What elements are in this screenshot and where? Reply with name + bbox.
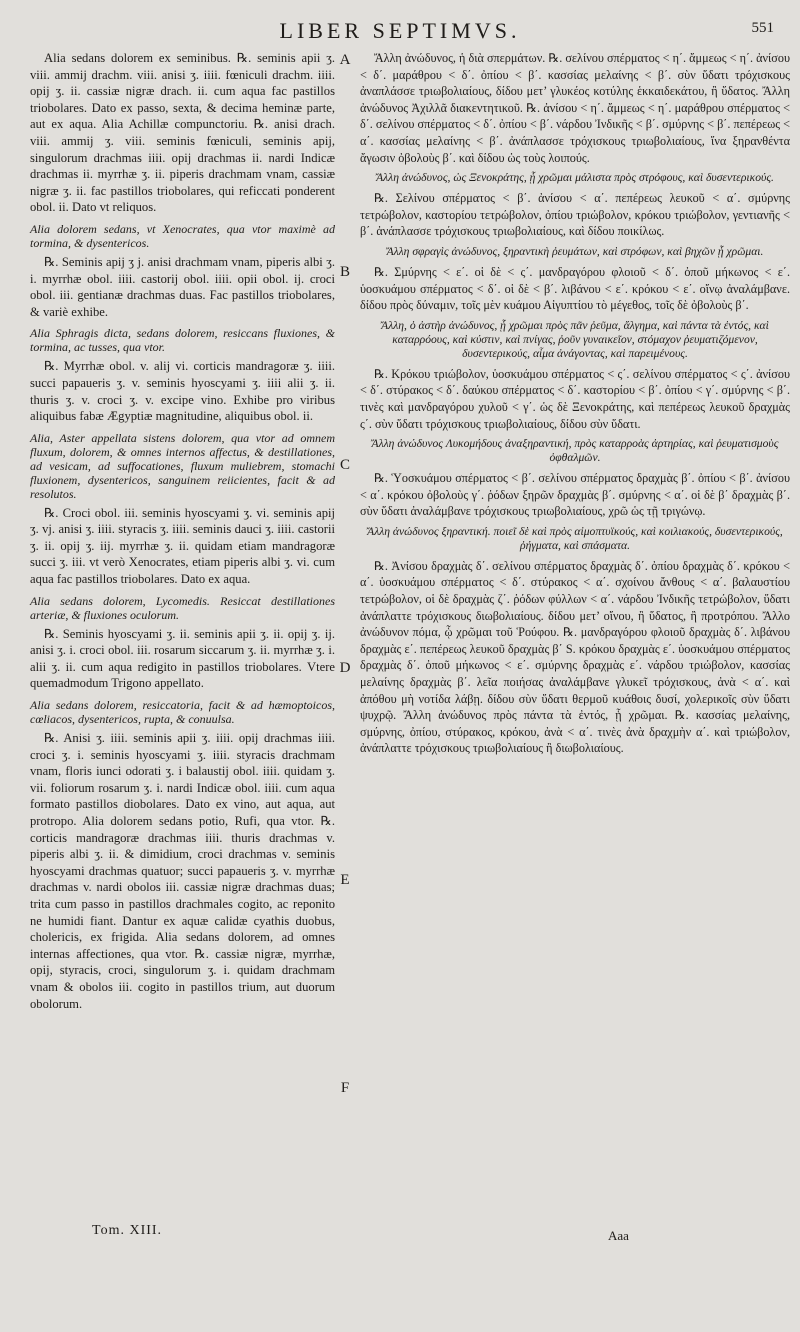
recipe-heading: Alia sedans dolorem, resiccatoria, facit & ad hæmoptoicos, cœliacos, dysentericos, rupta, & conuulsa. (30, 698, 335, 727)
margin-letter-a: A (339, 52, 351, 68)
recipe-paragraph: ℞. Σμύρνης < ε΄. οἱ δὲ < ς΄. μανδραγόρου φλοιοῦ < δ΄. ὀποῦ μήκωνος < ε΄. ὑοσκυάμου σπέρματος < δ΄. οἱ δὲ < β΄. λιβάνου < ε΄. κρόκου < ε΄. οἴνῳ ἀναλάμβανε. δίδου πρὸς δύναμιν, τοῖς μὲν κυάμου Αἰγυπτίου τὸ μέγεθος, τοῖς δὲ ὀβολοὺς β΄. (360, 264, 790, 313)
recipe-paragraph: ℞. Anisi ʒ. iiii. seminis apii ʒ. iiii. opij drachmas iiii. croci ʒ. i. seminis hyoscyami ʒ. iiii. styracis drachmam vnam, floris iunci odorati ʒ. i balaustij obol. iiii. quidam ʒ. vii. foliorum rosarum ʒ. i. nardi Indicæ obol. iiii. cum aqua formato pastillos diobolares. Dato ex vino, aut aqua, aut protropo. Alia dolorem sedans potio, Rufi, qua vtor. ℞. corticis mandragoræ drachmas iiii. thuris drachmas v. piperis albi ʒ. ii. & dimidium, croci drachmas v. seminis hyoscyami drachmas quatuor; succi papaueris ʒ. v. myrrhæ drachmas v. nardi obolos iii. cassiæ nigræ drachmas duas; trita cum passo in pastillos drachmales cogito, ac reponito ne humidi fiant. Dantur ex aquæ calidæ cyathis duobus, cholericis, ex frigida. Alia sedans dolorem, ad omnes internas affectiones, qua vtor. ℞. cassiæ nigræ, myrrhæ, opij, styracis, croci, singulorum ʒ. i. quidam drachmam vnam & obolos iii. cogito in pastillos trium, aut duorum obolorum. (30, 731, 335, 1011)
recipe-heading: Alia, Aster appellata sistens dolorem, qua vtor ad omnem fluxum, dolorem, & omnes internos affectus, & destillationes, ad vesicam, ad suffocationes, fluxum muliebrem, stomachi fluxionem, dysentericos, sanguinem reiicientes, facit & ad resolutos. (30, 430, 335, 501)
recipe-heading: Alia dolorem sedans, vt Xenocrates, qua vtor maximè ad tormina, & dysentericos. (30, 221, 335, 250)
recipe-heading: Alia sedans dolorem, Lycomedis. Resiccat destillationes arteriæ, & fluxiones oculorum. (30, 593, 335, 622)
margin-letter-e: E (340, 872, 350, 888)
margin-letter-c: C (339, 457, 350, 473)
recipe-paragraph: ℞. Seminis hyoscyami ʒ. ii. seminis apii ʒ. ii. opij ʒ. ij. anisi ʒ. i. croci obol. iii. rosarum siccarum ʒ. ii. myrrhæ ʒ. i. alii ʒ. ii. cum aqua redigito in pastillos triobolares. Vtere quemadmodum Trigono appellato. (30, 626, 335, 691)
margin-letter-b: B (339, 264, 350, 280)
margin-letter-d: D (339, 660, 351, 676)
recipe-heading: Ἄλλη ἀνώδυνος, ὡς Ξενοκράτης, ᾗ χρῶμαι μάλιστα πρὸς στρόφους, καὶ δυσεντερικούς. (376, 171, 774, 185)
greek-column (360, 50, 790, 761)
margin-letter-f: F (340, 1080, 350, 1096)
recipe-paragraph: ℞. Ἀνίσου δραχμὰς δ΄. σελίνου σπέρματος δραχμὰς δ΄. ὀπίου δραχμὰς δ΄. κρόκου < α΄. ὑοσκυάμου σπέρματος < δ΄. στύρακος < α΄. σχοίνου ἄνθους < α΄. βαλαυστίου τετρώβολον, οἱ δὲ δραχμὰς ζ΄. ῥόδων φύλλων < α΄. νάρδου Ἰνδικῆς τετρώβολον, ὕδατι ἀνάπλαττε τρόχισκους διωβολιαίους. δίδου μετ’ οἴνου, ἢ ὕδατος, ἢ προτρόπου. Ἄλλο ἀνώδυνον πόμα, ᾧ χρῶμαι τοῦ Ῥούφου. ℞. μανδραγόρου φλοιοῦ δραχμὰς δ΄. λιβάνου δραχμὰς ε΄. πεπέρεως λευκοῦ δραχμὰς β΄ S. κρόκου δραχμὰς ε΄. ὑοσκυάμου σπέρματος δραχμὰς δ΄. ὀποῦ μήκωνος < ε΄. σμύρνης δραχμὰς ε΄. νάρδου τριώβολον, κασσίας μελαίνης δραχμὰς β΄. λεῖα ποιήσας ἀναλάμβανε γλυκεῖ τρόχισκους, ἀνὰ < α΄. καὶ ἀπόθου μὴ νοτίδα λάβῃ. δίδου σὺν ὕδατι θερμοῦ κυάθοις δυσί, χολερικοῖς σὺν ὕδατι ψυχρῷ. Ἄλλη ἀνώδυνος πρὸς πάντα τὰ ἐντός, ᾗ χρῶμαι. ℞. κασσίας μελαίνης, σμύρνης, ὀπίου, στύρακος, κρόκου, ἀνὰ < α΄. τινὲς ἀνὰ δραχμὴν α΄. καὶ τριώβολον, ἀνάπλαττε τρόχισκους τριωβολιαίους ἢ διωβολιαίους. (360, 558, 790, 756)
signature-mark: Aaa (608, 1228, 629, 1243)
recipe-paragraph: Ἄλλη ἀνώδυνος, ἡ διὰ σπερμάτων. ℞. σελίνου σπέρματος < η΄. ἄμμεως < η΄. ἀνίσου < δ΄. μαράθρου < δ΄. ὀπίου < β΄. κασσίας μελαίνης < β΄. σὺν ὕδατι τρόχισκους ἀναπλάσσε τριωβολιαίους, δίδου μετ’ γλυκέος κοτύλης ἑκκαιδεκάτου, ἢ ὕδατος. Ἄλλη ἀνώδυνος Ἀχιλλᾶ διακεντητικοῦ. ℞. ἀνίσου < η΄. ἄμμεως < η΄. μαράθρου σπέρματος < δ΄. σελίνου σπέρματος < δ΄. ὀπίου < β΄. νάρδου Ἰνδικῆς < β΄. σμύρνης < β΄. πεπέρεως < α΄. κασσίας μελαίνης < β΄. ἀνάπλασσε τρόχισκους τριωβολιαίους, ἵνα ξηρανθέντα ἄγωσιν ὀβολοὺς β΄. καὶ δίδου ὡς τοὺς λοιπούς. (360, 51, 790, 165)
recipe-paragraph: ℞. Ὑοσκυάμου σπέρματος < β΄. σελίνου σπέρματος δραχμὰς β΄. ὀπίου < β΄. ἀνίσου < α΄. κρόκου ὀβολοὺς γ΄. ῥόδων ξηρῶν δραχμὰς β΄. σμύρνης < α΄. οἱ δὲ β΄ δραχμὰς β΄. σὺν ὕδατι ἀναλάμβανε τρόχισκους τριωβολιαίους, χρῶ ὡς τῇ τριγώνῳ. (360, 471, 790, 519)
page-number: 551 (751, 20, 774, 36)
recipe-heading: Alia Sphragis dicta, sedans dolorem, resiccans fluxiones, & tormina, ac tusses, qua vtor. (30, 326, 335, 355)
recipe-paragraph: ℞. Seminis apij ʒ j. anisi drachmam vnam, piperis albi ʒ. i. myrrhæ obol. iiii. castorij obol. iiii. opii obol. ij. croci obol. iii. gentianæ drachmas duas. Fac pastillos triobolares, & variè exhibe. (30, 254, 335, 319)
recipe-paragraph: ℞. Σελίνου σπέρματος < β΄. ἀνίσου < α΄. πεπέρεως λευκοῦ < α΄. σμύρνης τετρώβολον, καστορίου τετρώβολον, ὀπίου τριώβολον, κρόκου τριώβολον, γεντιανῆς < β΄. ἀνάπλασσε τρόχισκους τριωβολιαίους, καὶ δίδου ποικίλως. (360, 191, 790, 239)
recipe-heading: Ἄλλη ἀνώδυνος ξηραντική. ποιεῖ δὲ καὶ πρὸς αἱμοπτυϊκούς, καὶ κοιλιακούς, δυσεντερικούς, ῥήγματα, καὶ σπάσματα. (367, 524, 783, 552)
tome-label: Tom. XIII. (92, 1223, 163, 1238)
recipe-paragraph: ℞. Croci obol. iii. seminis hyoscyami ʒ. vi. seminis apij ʒ. vj. anisi ʒ. iiii. styracis ʒ. iiii. seminis dauci ʒ. iiii. castorii ʒ. ii. opij ʒ. iij. myrrhæ ʒ. ii. quidam etiam mandragoræ succi ʒ. iii. vt verò Xenocrates, etiam piperis albi ʒ. vi. cum aqua fac pastillos triobolares. Dato ex aqua. (30, 505, 335, 587)
recipe-heading: Ἄλλη σφραγὶς ἀνώδυνος, ξηραντικὴ ῥευμάτων, καὶ στρόφων, καὶ βηχῶν ᾗ χρῶμαι. (386, 244, 764, 258)
running-head: LIBER SEPTIMVS. (279, 18, 521, 43)
latin-column (30, 50, 335, 1016)
recipe-paragraph: ℞. Myrrhæ obol. v. alij vi. corticis mandragoræ ʒ. iiii. succi papaueris ʒ. v. seminis hyoscyami ʒ. iiii alii ʒ. ii. thuris ʒ. v. croci ʒ. v. excipe vino. Exhibe pro viribus aliquibus fabæ Ægyptiæ magnitudine, aliquibus obol. ii. (30, 359, 335, 424)
recipe-heading: Ἄλλη ἀνώδυνος Λυκομήδους ἀναξηραντική, πρὸς καταρροὰς ἀρτηρίας, καὶ ῥευματισμοὺς ὀφθαλμῶν. (371, 437, 779, 465)
recipe-heading: Ἄλλη, ὁ ἀστὴρ ἀνώδυνος, ᾗ χρῶμαι πρὸς πᾶν ῥεῦμα, ἄλγημα, καὶ πάντα τὰ ἐντός, καὶ καταρρόους, καὶ κύστιν, καὶ πνίγας, ῥοῦν γυναικεῖον, στόμαχον ῥευματιζόμενον, δυσεντερικούς, αἷμα ἀνάγοντας, καὶ παρειμένους. (381, 318, 769, 360)
recipe-paragraph: Alia sedans dolorem ex seminibus. ℞. seminis apii ʒ. viii. ammij drachm. viii. anisi ʒ. iiii. fœniculi drachm. iiii. opij ʒ. ii. cassiæ nigræ drach. ii. cum aqua fac pastillos triobolares. Dato ex passo, sexta, & decima heminæ parte, aut ex aqua. Alia Achillæ compunctoriu. ℞. anisi drach. viii. ammij ʒ. viii. seminis fœniculi, seminis apij, singulorum drachmas iiii. opij drachmas ii. nardi Indicæ drachmas ii. myrrhæ ʒ. ii. piperis drachmam vnam, cassiæ nigræ ʒ. ii. fac pastillos triobolares, qui reficcati ponderent obol. ii. Dato vt reliquos. (30, 51, 335, 215)
recipe-paragraph: ℞. Κρόκου τριώβολον, ὑοσκυάμου σπέρματος < ς΄. σελίνου σπέρματος < ς΄. ἀνίσου < δ΄. στύρακος < δ΄. δαύκου σπέρματος < δ΄. καστορίου < β΄. ὀπίου < γ΄. σμύρνης < β΄. τινὲς καὶ μανδραγόρου χυλοῦ < γ΄. ὡς δὲ Ξενοκράτης, καὶ πεπέρεως λευκοῦ δραχμὰς ς΄. σὺν ὕδατι τρόχισκους τριωβολιαίους, δίδου σὺν ὕδατι. (360, 366, 790, 431)
